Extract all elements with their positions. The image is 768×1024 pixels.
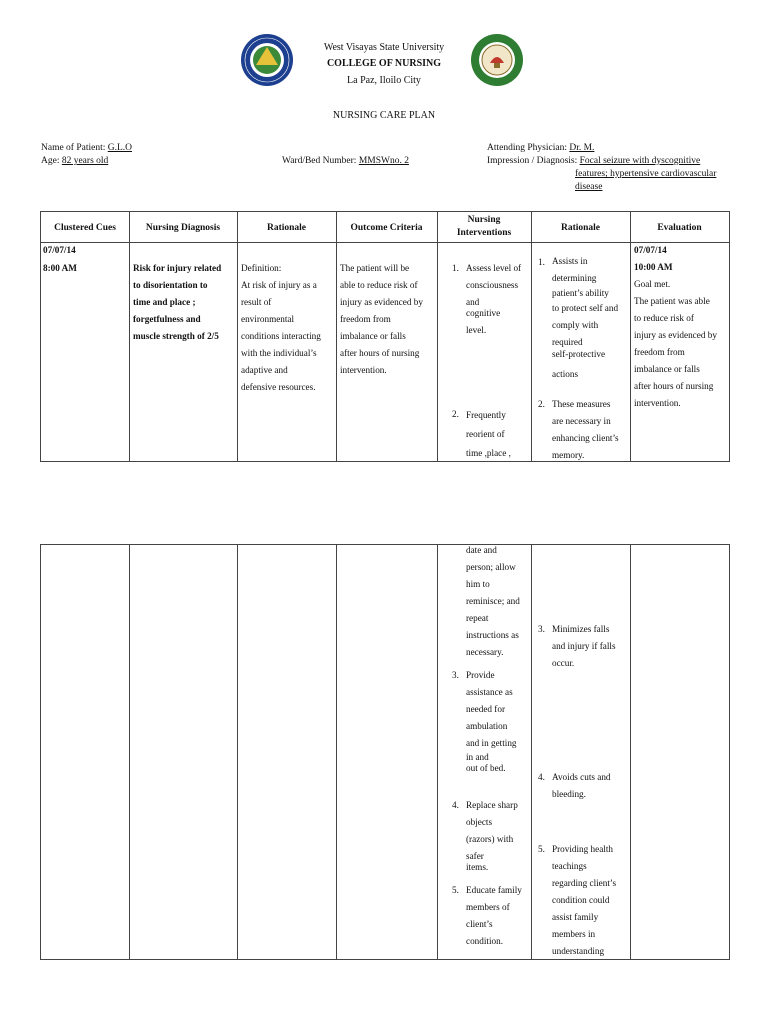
intervention-item-5 (452, 882, 530, 950)
rationale2-line: self-protective (552, 349, 606, 359)
evaluation-line: after hours of nursing (634, 381, 714, 391)
college-name: COLLEGE OF NURSING (326, 58, 442, 69)
rationale-line: result of (241, 297, 272, 307)
header-interventions-line-1: Nursing (467, 215, 501, 225)
diagnosis-label: Impression / Diagnosis: (487, 156, 578, 166)
university-name: West Visayas State University (323, 42, 445, 53)
intervention-line: repeat (466, 613, 489, 623)
evaluation-line: injury as evidenced by (634, 330, 717, 340)
rationale2-line: Assists in (552, 256, 588, 266)
rationale-line: defensive resources. (241, 382, 316, 392)
patient-name-label: Name of Patient: (41, 143, 106, 153)
header-rationale-1: Rationale (266, 223, 307, 233)
intervention-line: instructions as (466, 630, 519, 640)
intervention-line: Frequently (466, 410, 506, 420)
item-number: 2. (538, 399, 545, 409)
rationale2-line: and injury if falls (552, 641, 616, 651)
intervention-line: Provide (466, 670, 495, 680)
outcome-line: imbalance or falls (340, 331, 406, 341)
diagnosis-line: time and place ; (133, 297, 196, 307)
document-title: NURSING CARE PLAN (332, 110, 436, 121)
rationale2-line: condition could (552, 895, 610, 905)
evaluation-text (634, 242, 729, 412)
rationale2-line: members in (552, 929, 596, 939)
cues-date: 07/07/14 (43, 245, 76, 255)
rationale2-line: are necessary in (552, 416, 611, 426)
ward-label: Ward/Bed Number: (282, 156, 357, 166)
patient-age-label: Age: (41, 156, 60, 166)
intervention-line: Assess level of (466, 263, 522, 273)
intervention-line: date and (466, 545, 497, 555)
patient-name-value: G.L.O (107, 143, 133, 153)
rationale2-line: Avoids cuts and (552, 772, 611, 782)
rationale2-line: Minimizes falls (552, 624, 610, 634)
intervention-item-2 (452, 406, 530, 463)
item-number: 4. (452, 800, 459, 810)
rationale2-line: Providing health (552, 844, 613, 854)
outcome-line: The patient will be (340, 263, 410, 273)
cues-time: 8:00 AM (43, 263, 77, 273)
diagnosis-line-2: features; hypertensive cardiovascular (575, 169, 717, 179)
diagnosis-line-1: Focal seizure with dyscognitive (579, 156, 701, 166)
item-number: 5. (452, 885, 459, 895)
intervention-line: members of (466, 902, 510, 912)
rationale-line: conditions interacting (241, 331, 321, 341)
intervention-item-4 (452, 797, 530, 876)
physician-row (487, 143, 594, 153)
evaluation-line: intervention. (634, 398, 681, 408)
rationale2-line: comply with (552, 320, 599, 330)
diagnosis-row (487, 156, 700, 166)
intervention-line: objects (466, 817, 493, 827)
rationale2-item-2 (538, 396, 630, 464)
rationale2-line: memory. (552, 450, 585, 460)
header-evaluation: Evaluation (657, 223, 702, 233)
evaluation-line: to reduce risk of (634, 313, 694, 323)
rationale2-line: regarding client’s (552, 878, 617, 888)
intervention-line: reminisce; and (466, 596, 520, 606)
intervention-line: person; allow (466, 562, 516, 572)
item-number: 2. (452, 409, 459, 419)
header-interventions-line-2: Interventions (456, 228, 512, 238)
evaluation-time: 10:00 AM (634, 262, 673, 272)
intervention-item-2-continued (466, 542, 530, 661)
header-nursing-diagnosis: Nursing Diagnosis (145, 223, 221, 233)
rationale2-item-1 (538, 254, 630, 382)
nursing-diagnosis-text (133, 260, 237, 345)
intervention-line: safer (466, 851, 484, 861)
outcome-line: after hours of nursing (340, 348, 420, 358)
rationale2-line: patient’s ability (552, 288, 609, 298)
rationale2-line: understanding (552, 946, 605, 956)
diagnosis-line: Risk for injury related (133, 263, 222, 273)
item-number: 1. (538, 257, 545, 267)
rationale2-line: These measures (552, 399, 611, 409)
diagnosis-line: muscle strength of 2/5 (133, 331, 219, 341)
physician-label: Attending Physician: (487, 143, 567, 153)
rationale2-line: determining (552, 273, 597, 283)
rationale2-line: to protect self and (552, 303, 619, 313)
patient-name-row (41, 143, 132, 153)
outcome-line: injury as evidenced by (340, 297, 423, 307)
intervention-item-3 (452, 667, 530, 777)
diagnosis-line: forgetfulness and (133, 314, 201, 324)
header-clustered-cues: Clustered Cues (54, 223, 116, 233)
intervention-line: ambulation (466, 721, 508, 731)
evaluation-line: imbalance or falls (634, 364, 700, 374)
intervention-line: needed for (466, 704, 506, 714)
care-plan-table-page-2 (40, 544, 730, 960)
item-number: 3. (452, 670, 459, 680)
intervention-line: time ,place , (466, 448, 511, 458)
intervention-line: and in getting (466, 738, 517, 748)
patient-age-value: 82 years old (61, 156, 109, 166)
evaluation-date: 07/07/14 (634, 245, 667, 255)
intervention-line: reorient of (466, 429, 505, 439)
intervention-line: in and (466, 752, 489, 762)
item-number: 5. (538, 844, 545, 854)
rationale-line: with the individual’s (241, 348, 317, 358)
outcome-line: able to reduce risk of (340, 280, 418, 290)
rationale2-line: occur. (552, 658, 575, 668)
rationale2-item-4 (538, 769, 630, 803)
rationale2-line: teachings (552, 861, 587, 871)
item-number: 3. (538, 624, 545, 634)
evaluation-line: freedom from (634, 347, 685, 357)
item-number: 1. (452, 263, 459, 273)
intervention-line: necessary. (466, 647, 504, 657)
patient-age-row (41, 156, 108, 166)
outcome-criteria-text (340, 260, 437, 379)
outcome-line: freedom from (340, 314, 391, 324)
physician-value: Dr. M. (569, 143, 595, 153)
outcome-line: intervention. (340, 365, 387, 375)
diagnosis-line-3: disease (575, 182, 603, 192)
header-nursing-interventions (437, 214, 531, 240)
rationale-line: environmental (241, 314, 295, 324)
rationale-line: adaptive and (241, 365, 288, 375)
intervention-line: condition. (466, 936, 504, 946)
rationale2-line: actions (552, 369, 579, 379)
ward-row (282, 156, 409, 166)
header-outcome-criteria: Outcome Criteria (350, 223, 423, 233)
intervention-line: level. (466, 325, 487, 335)
evaluation-line: Goal met. (634, 279, 671, 289)
rationale2-line: enhancing client’s (552, 433, 619, 443)
rationale-line: At risk of injury as a (241, 280, 317, 290)
rationale-definition (241, 260, 336, 396)
rationale2-line: bleeding. (552, 789, 586, 799)
intervention-line: client’s (466, 919, 493, 929)
intervention-line: out of bed. (466, 763, 506, 773)
intervention-line: him to (466, 579, 490, 589)
ward-value: MMSWno. 2 (358, 156, 409, 166)
rationale2-line: assist family (552, 912, 599, 922)
intervention-item-1 (452, 260, 530, 339)
college-location: La Paz, Iloilo City (347, 75, 421, 86)
intervention-line: Replace sharp (466, 800, 518, 810)
intervention-line: (razors) with (466, 834, 514, 844)
intervention-line: consciousness (466, 280, 519, 290)
evaluation-line: The patient was able (634, 296, 710, 306)
rationale2-item-3 (538, 621, 630, 672)
header-rationale-2: Rationale (560, 223, 601, 233)
item-number: 4. (538, 772, 545, 782)
intervention-line: Educate family (466, 885, 522, 895)
rationale2-item-5 (538, 841, 630, 960)
diagnosis-line: to disorientation to (133, 280, 208, 290)
intervention-line: items. (466, 862, 489, 872)
intervention-line: and (466, 297, 480, 307)
care-plan-table-page-1 (40, 211, 730, 462)
rationale-line: Definition: (241, 263, 282, 273)
intervention-line: cognitive (466, 308, 501, 318)
intervention-line: assistance as (466, 687, 513, 697)
rationale2-line: required (552, 337, 583, 347)
